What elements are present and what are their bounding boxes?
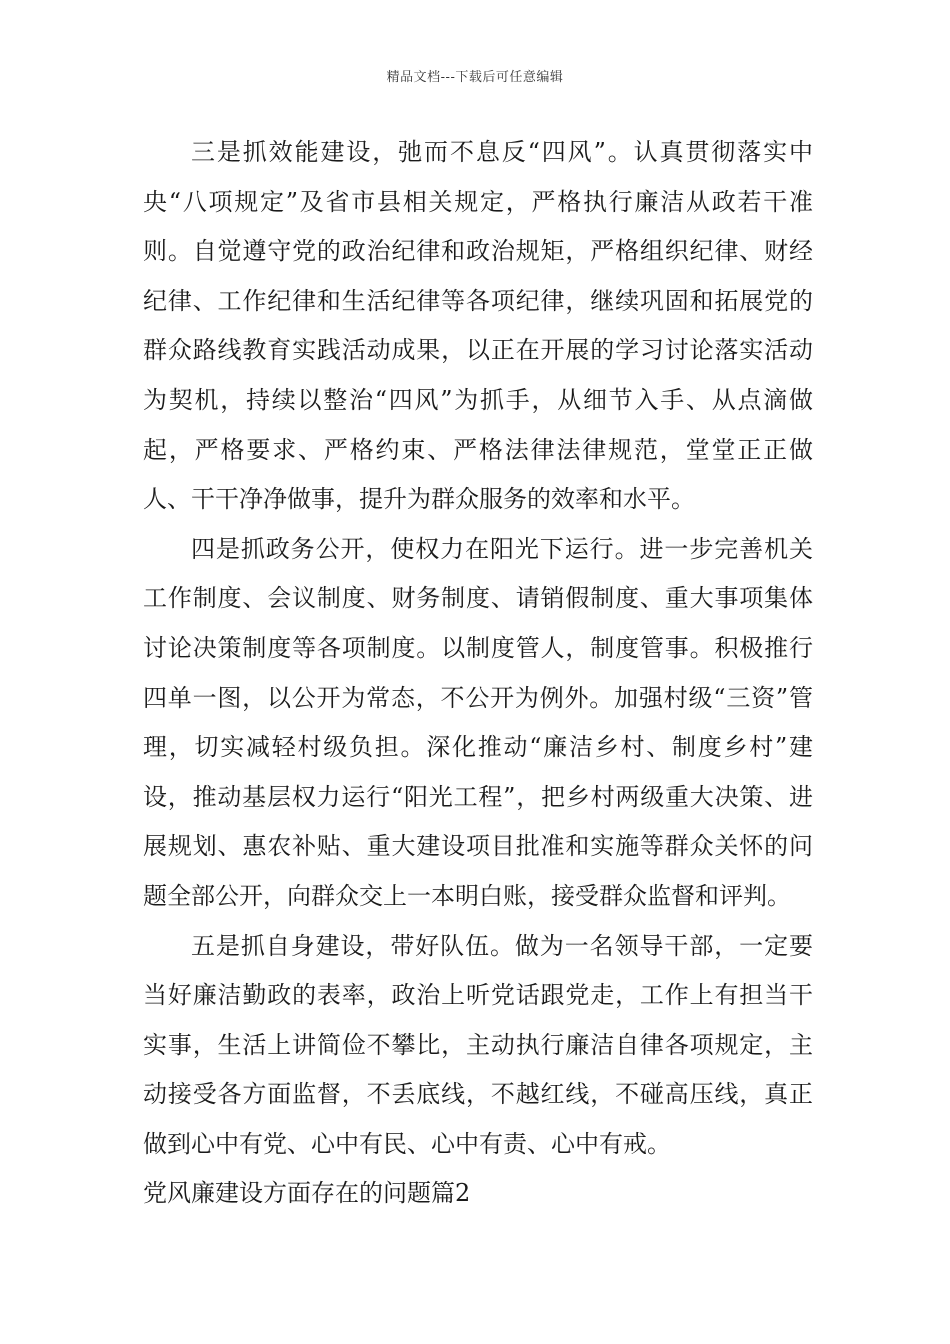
paragraph-self-building: 五是抓自身建设，带好队伍。做为一名领导干部，一定要当好廉洁勤政的表率，政治上听党话跟党走，工作上有担当干实事，生活上讲简俭不攀比，主动执行廉洁自律各项规定，主动接受各方面监督，不丢底线，不越红线，不碰高压线，真正做到心中有党、心中有民、心中有责、心中有戒。 [143, 931, 813, 1158]
paragraph-transparency: 四是抓政务公开，使权力在阳光下运行。进一步完善机关工作制度、会议制度、财务制度、请销假制度、重大事项集体讨论决策制度等各项制度。以制度管人，制度管事。积极推行四单一图，以公开为常态，不公开为例外。加强村级“三资”管理，切实减轻村级负担。深化推动“廉洁乡村、制度乡村”建设，推动基层权力运行“阳光工程”，把乡村两级重大决策、进展规划、惠农补贴、重大建设项目批准和实施等群众关怀的问题全部公开，向群众交上一本明白账，接受群众监督和评判。 [143, 534, 813, 910]
document-body [143, 128, 813, 1219]
section-heading: 党风廉建设方面存在的问题篇2 [143, 1179, 471, 1208]
page-header: 精品文档---下载后可任意编辑 [386, 70, 564, 85]
paragraph-efficiency: 三是抓效能建设，弛而不息反“四风”。认真贯彻落实中央“八项规定”及省市县相关规定，严格执行廉洁从政若干准则。自觉遵守党的政治纪律和政治规矩，严格组织纪律、财经纪律、工作纪律和生活纪律等各项纪律，继续巩固和拓展党的群众路线教育实践活动成果，以正在开展的学习讨论落实活动为契机，持续以整治“四风”为抓手，从细节入手、从点滴做起，严格要求、严格约束、严格法律法律规范，堂堂正正做人、干干净净做事，提升为群众服务的效率和水平。 [143, 138, 813, 514]
